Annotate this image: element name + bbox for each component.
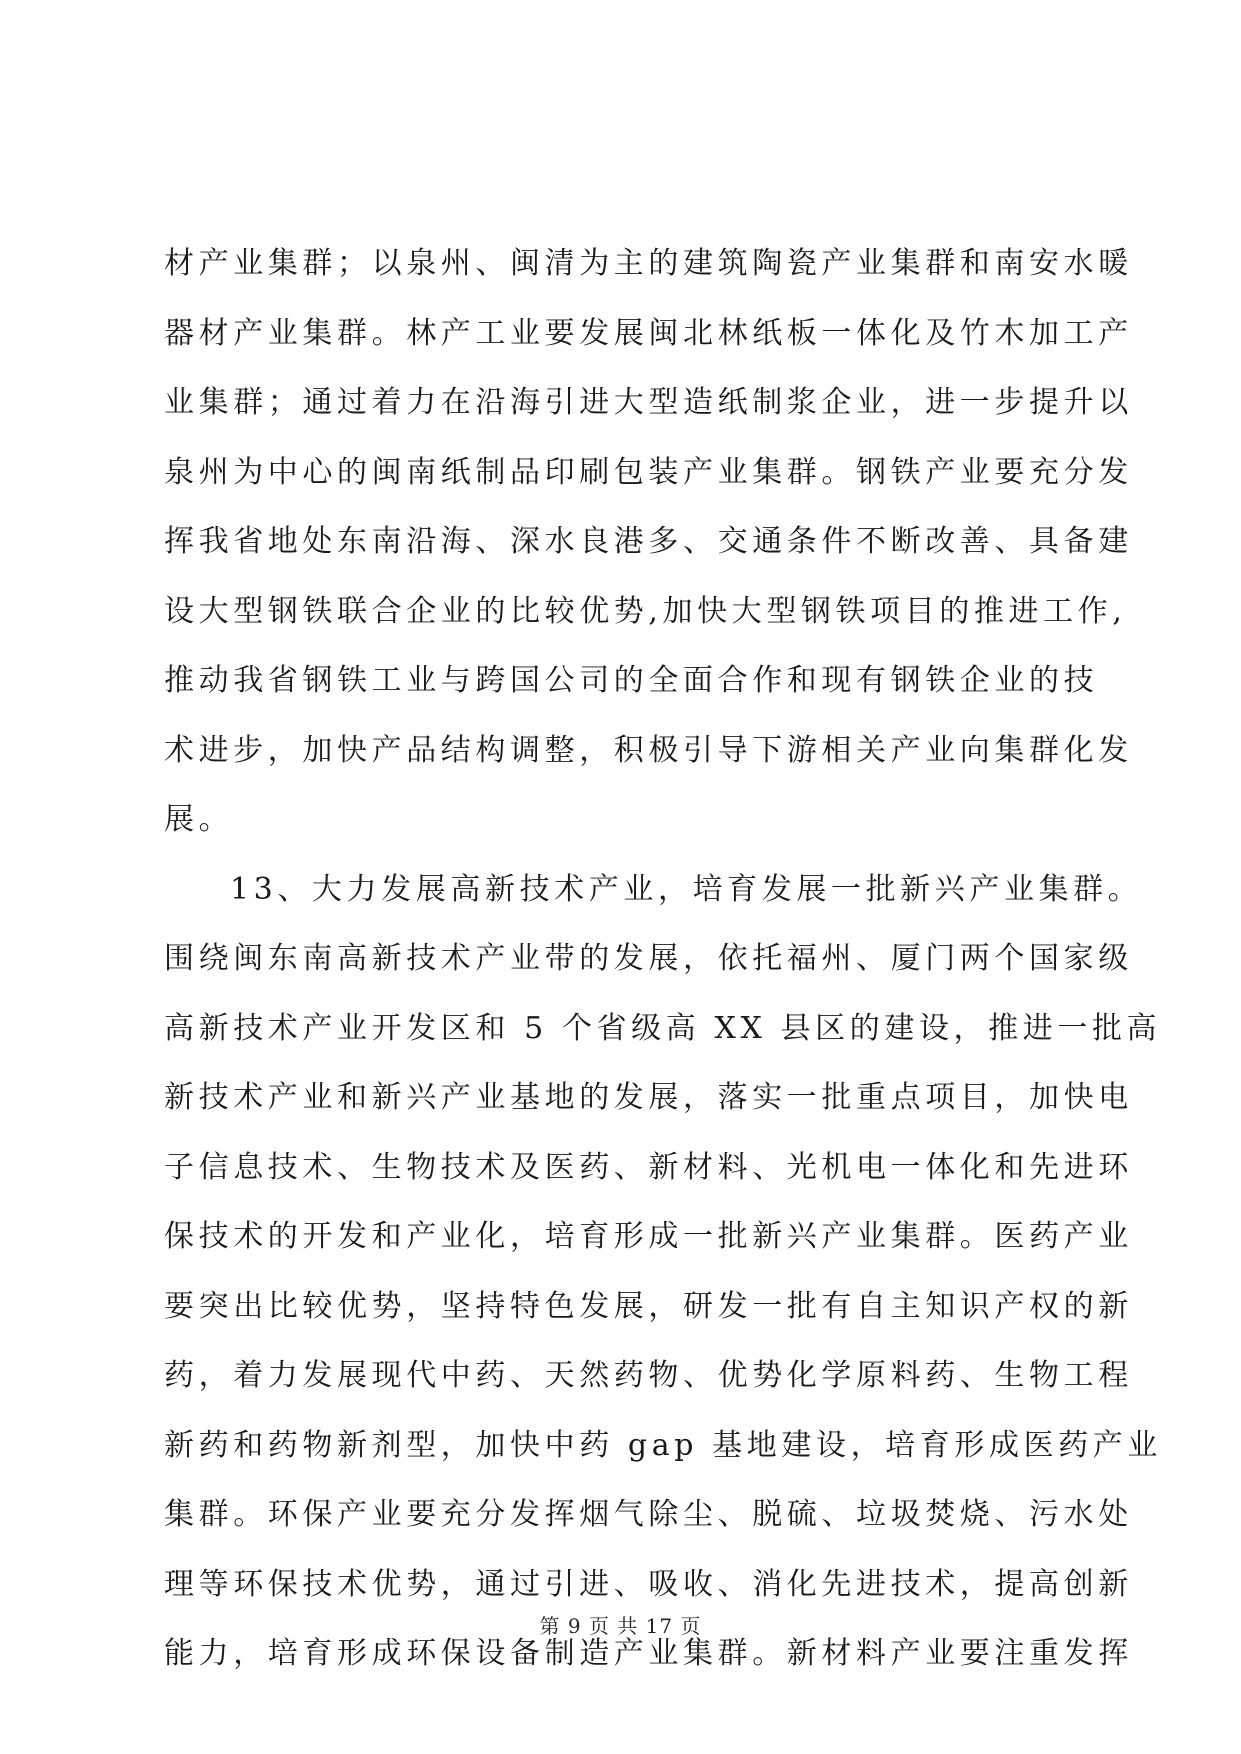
text-line: 集群。环保产业要充分发挥烟气除尘、脱硫、垃圾焚烧、污水处 xyxy=(164,1497,1133,1532)
text-line: 能力，培育形成环保设备制造产业集群。新材料产业要注重发挥 xyxy=(164,1636,1133,1671)
text-line: 器材产业集群。林产工业要发展闽北林纸板一体化及竹木加工产 xyxy=(164,315,1133,351)
paragraph-heading-line: 13、大力发展高新技术产业，培育发展一批新兴产业集群。 xyxy=(230,871,1143,907)
text-line: 挥我省地处东南沿海、深水良港多、交通条件不断改善、具备建 xyxy=(164,524,1133,559)
text-line: 子信息技术、生物技术及医药、新材料、光机电一体化和先进环 xyxy=(164,1149,1133,1185)
text-line: 保技术的开发和产业化，培育形成一批新兴产业集群。医药产业 xyxy=(164,1219,1133,1254)
text-line: 围绕闽东南高新技术产业带的发展，依托福州、厦门两个国家级 xyxy=(164,941,1133,976)
text-line: 业集群；通过着力在沿海引进大型造纸制浆企业，进一步提升以 xyxy=(164,385,1133,420)
text-line: 要突出比较优势，坚持特色发展，研发一批有自主知识产权的新 xyxy=(164,1288,1133,1324)
text-line: 理等环保技术优势，通过引进、吸收、消化先进技术，提高创新 xyxy=(164,1566,1133,1602)
text-line: 新药和药物新剂型，加快中药 gap 基地建设，培育形成医药产业 xyxy=(164,1427,1162,1463)
text-line: 材产业集群；以泉州、闽清为主的建筑陶瓷产业集群和南安水暖 xyxy=(164,246,1133,281)
text-line: 高新技术产业开发区和 5 个省级高 XX 县区的建设，推进一批高 xyxy=(164,1010,1162,1046)
text-line: 展。 xyxy=(164,802,234,837)
text-line: 推动我省钢铁工业与跨国公司的全面合作和现有钢铁企业的技 xyxy=(164,663,1099,698)
document-body xyxy=(164,229,1162,1689)
page-footer: 第 9 页 共 17 页 xyxy=(539,1614,702,1638)
text-line: 术进步，加快产品结构调整，积极引导下游相关产业向集群化发 xyxy=(164,732,1133,768)
text-line: 设大型钢铁联合企业的比较优势,加快大型钢铁项目的推进工作, xyxy=(164,593,1127,629)
text-line: 药，着力发展现代中药、天然药物、优势化学原料药、生物工程 xyxy=(164,1358,1133,1393)
text-line: 新技术产业和新兴产业基地的发展，落实一批重点项目，加快电 xyxy=(164,1080,1133,1115)
text-line: 泉州为中心的闽南纸制品印刷包装产业集群。钢铁产业要充分发 xyxy=(164,454,1133,490)
